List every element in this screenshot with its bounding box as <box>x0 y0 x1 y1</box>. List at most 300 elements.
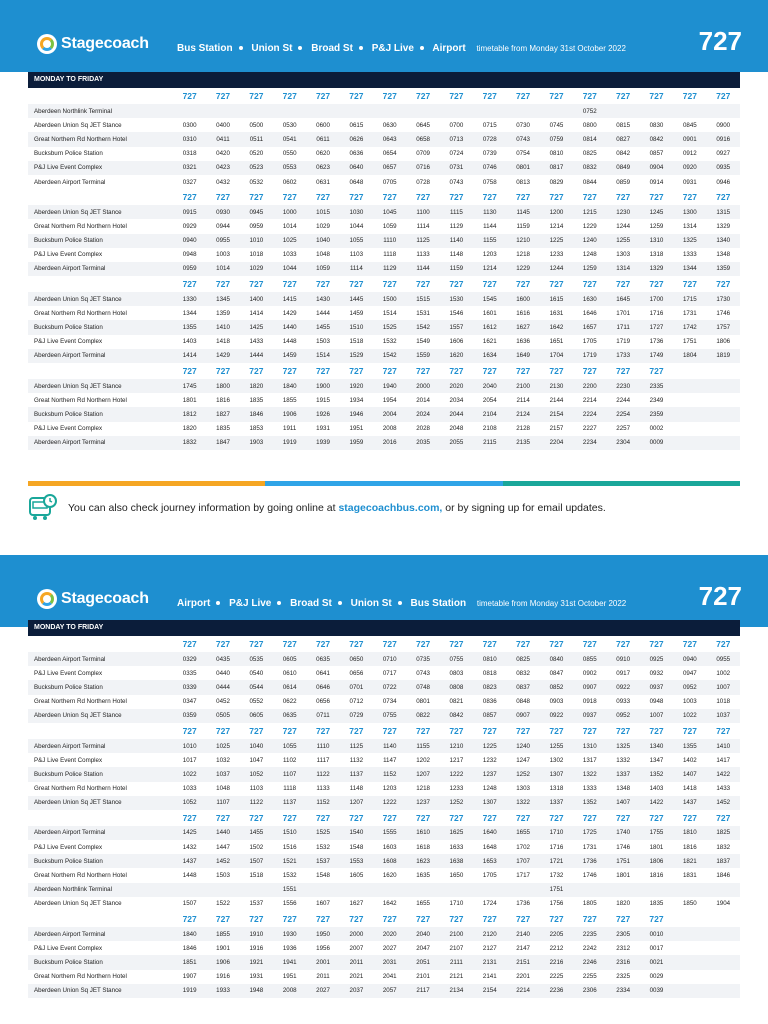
departure-time <box>673 379 706 393</box>
service-number <box>707 363 741 379</box>
departure-time <box>473 883 506 897</box>
departure-time: 1440 <box>206 826 239 840</box>
departure-time: 1500 <box>373 292 406 306</box>
departure-time: 0817 <box>540 161 573 175</box>
departure-time: 2204 <box>540 436 573 450</box>
departure-time: 1548 <box>316 872 330 880</box>
departure-time: 0849 <box>606 161 639 175</box>
departure-time: 2235 <box>573 927 606 941</box>
departure-time: 0724 <box>449 150 464 158</box>
departure-time: 1951 <box>282 973 297 981</box>
service-number: 727 <box>616 914 631 924</box>
departure-time: 1125 <box>406 234 439 248</box>
departure-time: 1731 <box>682 309 697 317</box>
departure-time: 1530 <box>440 292 473 306</box>
departure-time: 1237 <box>473 767 506 781</box>
departure-time: 1919 <box>273 436 306 450</box>
service-number: 727 <box>649 192 664 203</box>
departure-time: 1203 <box>482 251 497 259</box>
departure-time: 0532 <box>249 178 264 186</box>
service-number: 727 <box>449 812 464 823</box>
stop-header-cell <box>28 363 173 379</box>
departure-time: 1755 <box>640 826 673 840</box>
header-bar <box>0 0 768 72</box>
departure-time: 2244 <box>616 396 631 404</box>
service-number: 727 <box>415 639 431 649</box>
stop-name: P&J Live Event Complex <box>34 944 103 952</box>
departure-time: 0922 <box>540 709 573 723</box>
departure-time: 0844 <box>582 178 597 186</box>
departure-time: 2047 <box>416 944 430 952</box>
departure-time: 0039 <box>640 984 673 998</box>
departure-time: 1418 <box>216 338 230 346</box>
departure-time: 0836 <box>482 698 497 706</box>
departure-time <box>373 883 406 897</box>
departure-time: 1052 <box>240 767 273 781</box>
departure-time: 1355 <box>673 739 706 753</box>
departure-time: 0335 <box>182 669 197 677</box>
departure-time: 2000 <box>406 379 439 393</box>
departure-time: 1640 <box>473 826 506 840</box>
departure-time: 0810 <box>473 652 506 666</box>
service-number: 727 <box>215 639 231 649</box>
departure-time: 0952 <box>673 680 706 694</box>
route-stop: Union St <box>350 598 392 609</box>
departure-time: 1948 <box>240 984 273 998</box>
departure-time: 0728 <box>416 178 430 186</box>
departure-time: 1344 <box>673 262 706 276</box>
departure-time: 0842 <box>440 709 473 723</box>
departure-time: 1029 <box>240 262 273 276</box>
departure-time <box>473 104 506 118</box>
service-number: 727 <box>382 192 397 203</box>
departure-time: 1455 <box>240 826 273 840</box>
departure-time <box>707 393 741 407</box>
departure-time: 1820 <box>240 379 273 393</box>
service-number: 727 <box>382 812 397 823</box>
departure-time <box>673 970 706 984</box>
departure-time: 1835 <box>649 900 664 908</box>
departure-time: 1455 <box>306 320 339 334</box>
service-number: 727 <box>582 91 597 101</box>
departure-time: 1907 <box>182 973 197 981</box>
departure-time: 0602 <box>282 178 297 186</box>
departure-time: 1642 <box>382 900 397 908</box>
departure-time: 1537 <box>249 900 264 908</box>
departure-time: 2027 <box>306 984 339 998</box>
stagecoach-logo <box>37 589 149 609</box>
departure-time: 0615 <box>349 121 364 129</box>
departure-time: 1546 <box>449 309 464 317</box>
departure-time: 1403 <box>649 785 664 793</box>
departure-time: 1155 <box>406 739 439 753</box>
departure-time: 0021 <box>640 955 673 969</box>
departure-time: 1821 <box>673 854 706 868</box>
departure-time: 2242 <box>582 944 597 952</box>
table-row <box>28 147 740 161</box>
departure-time: 1702 <box>516 843 530 851</box>
service-number: 727 <box>249 914 264 924</box>
departure-time: 0729 <box>340 709 373 723</box>
service-number: 727 <box>282 639 297 649</box>
departure-time: 2040 <box>473 379 506 393</box>
departure-time: 1414 <box>173 349 206 363</box>
departure-time: 0010 <box>640 927 673 941</box>
departure-time: 1125 <box>340 739 373 753</box>
table-row <box>28 868 740 882</box>
table-row <box>28 652 740 666</box>
service-number: 727 <box>616 725 631 736</box>
service-header-row <box>28 189 740 205</box>
departure-time <box>340 104 373 118</box>
departure-time: 1044 <box>273 262 306 276</box>
departure-time: 0631 <box>316 178 330 186</box>
departure-time: 1951 <box>349 425 364 433</box>
departure-time: 1705 <box>482 872 497 880</box>
departure-time: 0654 <box>382 150 397 158</box>
departure-time: 0910 <box>606 652 639 666</box>
departure-time: 0717 <box>382 669 397 677</box>
departure-time: 1825 <box>707 826 741 840</box>
departure-time: 1525 <box>373 320 406 334</box>
departure-time: 0933 <box>616 698 631 706</box>
departure-time: 1437 <box>673 796 706 810</box>
service-number: 727 <box>582 192 597 203</box>
service-number: 727 <box>382 639 397 649</box>
colour-stripe <box>28 481 740 486</box>
timetable-grid <box>28 636 740 998</box>
departure-time <box>406 104 439 118</box>
departure-time: 1129 <box>373 262 406 276</box>
departure-time <box>306 883 339 897</box>
departure-time: 1314 <box>682 222 697 230</box>
departure-time: 1359 <box>216 309 230 317</box>
table-row <box>28 941 740 955</box>
departure-time: 1502 <box>249 843 264 851</box>
departure-time: 2008 <box>382 425 397 433</box>
departure-time: 1414 <box>249 309 264 317</box>
departure-time: 1837 <box>707 854 741 868</box>
departure-time: 0813 <box>516 178 530 186</box>
stop-name: P&J Live Event Complex <box>34 756 103 764</box>
departure-time: 1916 <box>249 944 264 952</box>
service-number: 727 <box>182 91 197 101</box>
departure-time: 1310 <box>640 234 673 248</box>
departure-time <box>707 379 741 393</box>
departure-time: 1612 <box>473 320 506 334</box>
departure-time: 1959 <box>340 436 373 450</box>
service-number: 727 <box>249 279 264 290</box>
departure-time: 1433 <box>249 338 264 346</box>
service-number: 727 <box>549 725 564 736</box>
departure-time: 0845 <box>682 121 697 129</box>
departure-time: 0955 <box>707 652 741 666</box>
departure-time: 1045 <box>373 205 406 219</box>
service-number: 727 <box>616 91 631 101</box>
departure-time: 2200 <box>573 379 606 393</box>
stop-header-cell <box>28 636 173 652</box>
service-number: 727 <box>249 639 264 649</box>
departure-time: 1701 <box>616 309 631 317</box>
departure-time: 1655 <box>506 826 539 840</box>
departure-time: 1102 <box>283 756 297 764</box>
departure-time: 1710 <box>540 826 573 840</box>
stop-name: Aberdeen Union Sq JET Stance <box>28 379 173 393</box>
departure-time: 0818 <box>482 669 497 677</box>
service-number: 727 <box>649 914 664 924</box>
departure-time: 1207 <box>340 796 373 810</box>
departure-time: 1618 <box>416 843 430 851</box>
departure-time: 1751 <box>682 338 697 346</box>
departure-time: 1827 <box>206 407 239 421</box>
service-number: 727 <box>215 725 231 736</box>
table-row <box>28 436 740 450</box>
departure-time <box>273 104 306 118</box>
departure-time: 1329 <box>716 222 731 230</box>
departure-time: 1118 <box>383 251 397 259</box>
stop-header-cell <box>28 88 173 104</box>
departure-time: 1348 <box>716 251 731 259</box>
route-stop: Airport <box>432 43 466 54</box>
departure-time: 2140 <box>506 927 539 941</box>
departure-time: 1425 <box>173 826 206 840</box>
departure-time: 1044 <box>349 222 364 230</box>
departure-time: 0832 <box>516 669 530 677</box>
service-number: 727 <box>482 914 497 924</box>
departure-time: 2055 <box>440 436 473 450</box>
departure-time: 1055 <box>340 234 373 248</box>
departure-time: 1901 <box>216 944 230 952</box>
stagecoach-logo-icon <box>37 589 57 609</box>
departure-time: 2120 <box>473 927 506 941</box>
stop-name: Aberdeen Northlink Terminal <box>28 883 173 897</box>
departure-time: 1144 <box>406 262 439 276</box>
service-number: 727 <box>282 91 297 101</box>
departure-time: 1240 <box>573 234 606 248</box>
departure-time: 1610 <box>406 826 439 840</box>
departure-time <box>240 104 273 118</box>
service-number: 727 <box>315 91 331 101</box>
departure-time: 1835 <box>249 396 264 404</box>
departure-time: 2100 <box>506 379 539 393</box>
departure-time: 1322 <box>506 796 539 810</box>
table-row <box>28 854 740 868</box>
departure-time: 1144 <box>483 222 497 230</box>
departure-time: 1255 <box>540 739 573 753</box>
departure-time: 0754 <box>516 150 530 158</box>
departure-time: 1402 <box>682 756 697 764</box>
departure-time: 1259 <box>573 262 606 276</box>
departure-time: 2011 <box>340 955 373 969</box>
departure-time: 0657 <box>373 161 406 175</box>
departure-time: 1521 <box>273 854 306 868</box>
service-number: 727 <box>549 279 564 290</box>
service-header-row <box>28 723 740 739</box>
departure-time: 1625 <box>440 826 473 840</box>
departure-time <box>673 955 706 969</box>
departure-time: 0748 <box>406 680 439 694</box>
departure-time: 0755 <box>440 652 473 666</box>
service-number: 727 <box>582 279 597 290</box>
departure-time: 1804 <box>673 349 706 363</box>
departure-time: 0635 <box>306 652 339 666</box>
table-row <box>28 205 740 219</box>
departure-time: 1832 <box>173 436 206 450</box>
service-number: 727 <box>215 366 231 376</box>
departure-time: 0922 <box>606 680 639 694</box>
service-number: 727 <box>382 279 397 290</box>
service-number: 727 <box>549 91 564 101</box>
departure-time: 1816 <box>216 396 230 404</box>
departure-time <box>340 883 373 897</box>
departure-time: 1816 <box>682 843 697 851</box>
departure-time <box>206 883 239 897</box>
service-number: 727 <box>415 91 431 101</box>
service-number: 727 <box>482 192 497 203</box>
departure-time: 1429 <box>282 309 297 317</box>
service-number: 727 <box>282 279 297 290</box>
departure-time: 1746 <box>616 843 631 851</box>
departure-time <box>373 104 406 118</box>
departure-time: 2212 <box>549 944 564 952</box>
departure-time: 2020 <box>440 379 473 393</box>
stop-name: Great Northern Rd Northern Hotel <box>34 222 127 230</box>
departure-time: 1936 <box>282 944 297 952</box>
departure-time: 1800 <box>206 379 239 393</box>
service-number: 727 <box>215 192 231 203</box>
departure-time: 1025 <box>273 234 306 248</box>
departure-time: 1018 <box>716 698 731 706</box>
departure-time: 2214 <box>582 396 597 404</box>
departure-time <box>306 104 339 118</box>
stop-name: Bucksburn Police Station <box>34 150 103 158</box>
departure-time: 1148 <box>449 251 464 259</box>
departure-time: 0520 <box>249 150 264 158</box>
departure-time: 1447 <box>216 843 230 851</box>
departure-time: 1007 <box>640 709 673 723</box>
departure-time: 1325 <box>606 739 639 753</box>
service-number: 727 <box>215 914 231 924</box>
departure-time: 0929 <box>182 222 197 230</box>
service-number: 727 <box>516 812 531 823</box>
departure-time <box>240 883 273 897</box>
stop-name: P&J Live Event Complex <box>34 251 103 259</box>
departure-time: 1749 <box>640 349 673 363</box>
departure-time: 1904 <box>716 900 731 908</box>
service-number: 727 <box>315 914 331 924</box>
departure-time: 1518 <box>349 338 364 346</box>
departure-time: 1740 <box>606 826 639 840</box>
departure-time: 1022 <box>673 709 706 723</box>
table-row <box>28 379 740 393</box>
departure-time: 1203 <box>382 785 397 793</box>
departure-time: 1100 <box>406 205 439 219</box>
departure-time: 0946 <box>716 178 731 186</box>
departure-time: 0821 <box>449 698 464 706</box>
departure-time: 1325 <box>673 234 706 248</box>
departure-time: 1333 <box>682 251 697 259</box>
departure-time: 0709 <box>416 150 430 158</box>
departure-time: 1429 <box>206 349 239 363</box>
table-row <box>28 219 740 233</box>
departure-time: 0759 <box>540 132 573 146</box>
service-number: 727 <box>182 279 197 290</box>
departure-time: 0952 <box>606 709 639 723</box>
departure-time: 1130 <box>473 205 506 219</box>
stop-name: P&J Live Event Complex <box>34 425 103 433</box>
departure-time: 1745 <box>173 379 206 393</box>
departure-time: 1930 <box>273 927 306 941</box>
departure-time: 0730 <box>516 121 530 129</box>
departure-time: 0803 <box>449 669 464 677</box>
stop-name: Great Northern Rd Northern Hotel <box>34 698 127 706</box>
service-header-row <box>28 636 740 652</box>
departure-time: 2020 <box>373 927 406 941</box>
service-number: 727 <box>349 725 364 736</box>
departure-time: 2334 <box>606 984 639 998</box>
service-number: 727 <box>549 812 564 823</box>
service-number: 727 <box>716 812 731 823</box>
departure-time: 1921 <box>240 955 273 969</box>
departure-time: 1724 <box>482 900 497 908</box>
stop-name: Aberdeen Airport Terminal <box>28 927 173 941</box>
service-number: 727 <box>382 366 397 376</box>
departure-time: 1653 <box>473 854 506 868</box>
departure-time: 0917 <box>616 669 631 677</box>
info-text-end: or by signing up for email updates. <box>442 502 606 514</box>
page-separator <box>0 528 768 555</box>
departure-time: 2157 <box>549 425 564 433</box>
departure-time <box>640 883 673 897</box>
departure-time: 1222 <box>373 796 406 810</box>
departure-time: 0904 <box>640 161 673 175</box>
stop-name: Great Northern Rd Northern Hotel <box>34 396 127 404</box>
service-number: 727 <box>682 279 697 290</box>
departure-time <box>173 104 206 118</box>
service-number <box>673 363 706 379</box>
departure-time: 1015 <box>306 205 339 219</box>
departure-time: 2224 <box>573 407 606 421</box>
departure-time: 2214 <box>506 984 539 998</box>
stop-name: Aberdeen Union Sq JET Stance <box>28 796 173 810</box>
departure-time: 0731 <box>440 161 473 175</box>
departure-time: 0832 <box>573 161 606 175</box>
departure-time: 0947 <box>682 669 697 677</box>
website-link[interactable]: stagecoachbus.com, <box>338 502 443 514</box>
departure-time: 2246 <box>573 955 606 969</box>
departure-time: 2134 <box>440 984 473 998</box>
departure-time: 1448 <box>282 338 297 346</box>
service-number: 727 <box>282 366 297 376</box>
departure-time: 1214 <box>473 262 506 276</box>
departure-time: 1155 <box>473 234 506 248</box>
departure-time: 2227 <box>582 425 597 433</box>
departure-time: 1400 <box>240 292 273 306</box>
departure-time: 0948 <box>649 698 664 706</box>
departure-time: 1048 <box>216 785 230 793</box>
departure-time: 1032 <box>216 756 230 764</box>
service-number: 727 <box>682 639 697 649</box>
table-row <box>28 955 740 969</box>
departure-time: 2316 <box>606 955 639 969</box>
departure-time: 0927 <box>716 150 731 158</box>
table-row <box>28 132 740 146</box>
service-number: 727 <box>282 192 297 203</box>
departure-time: 0743 <box>449 178 464 186</box>
departure-time: 1117 <box>316 756 330 764</box>
service-number: 727 <box>349 812 364 823</box>
service-number: 727 <box>482 725 497 736</box>
